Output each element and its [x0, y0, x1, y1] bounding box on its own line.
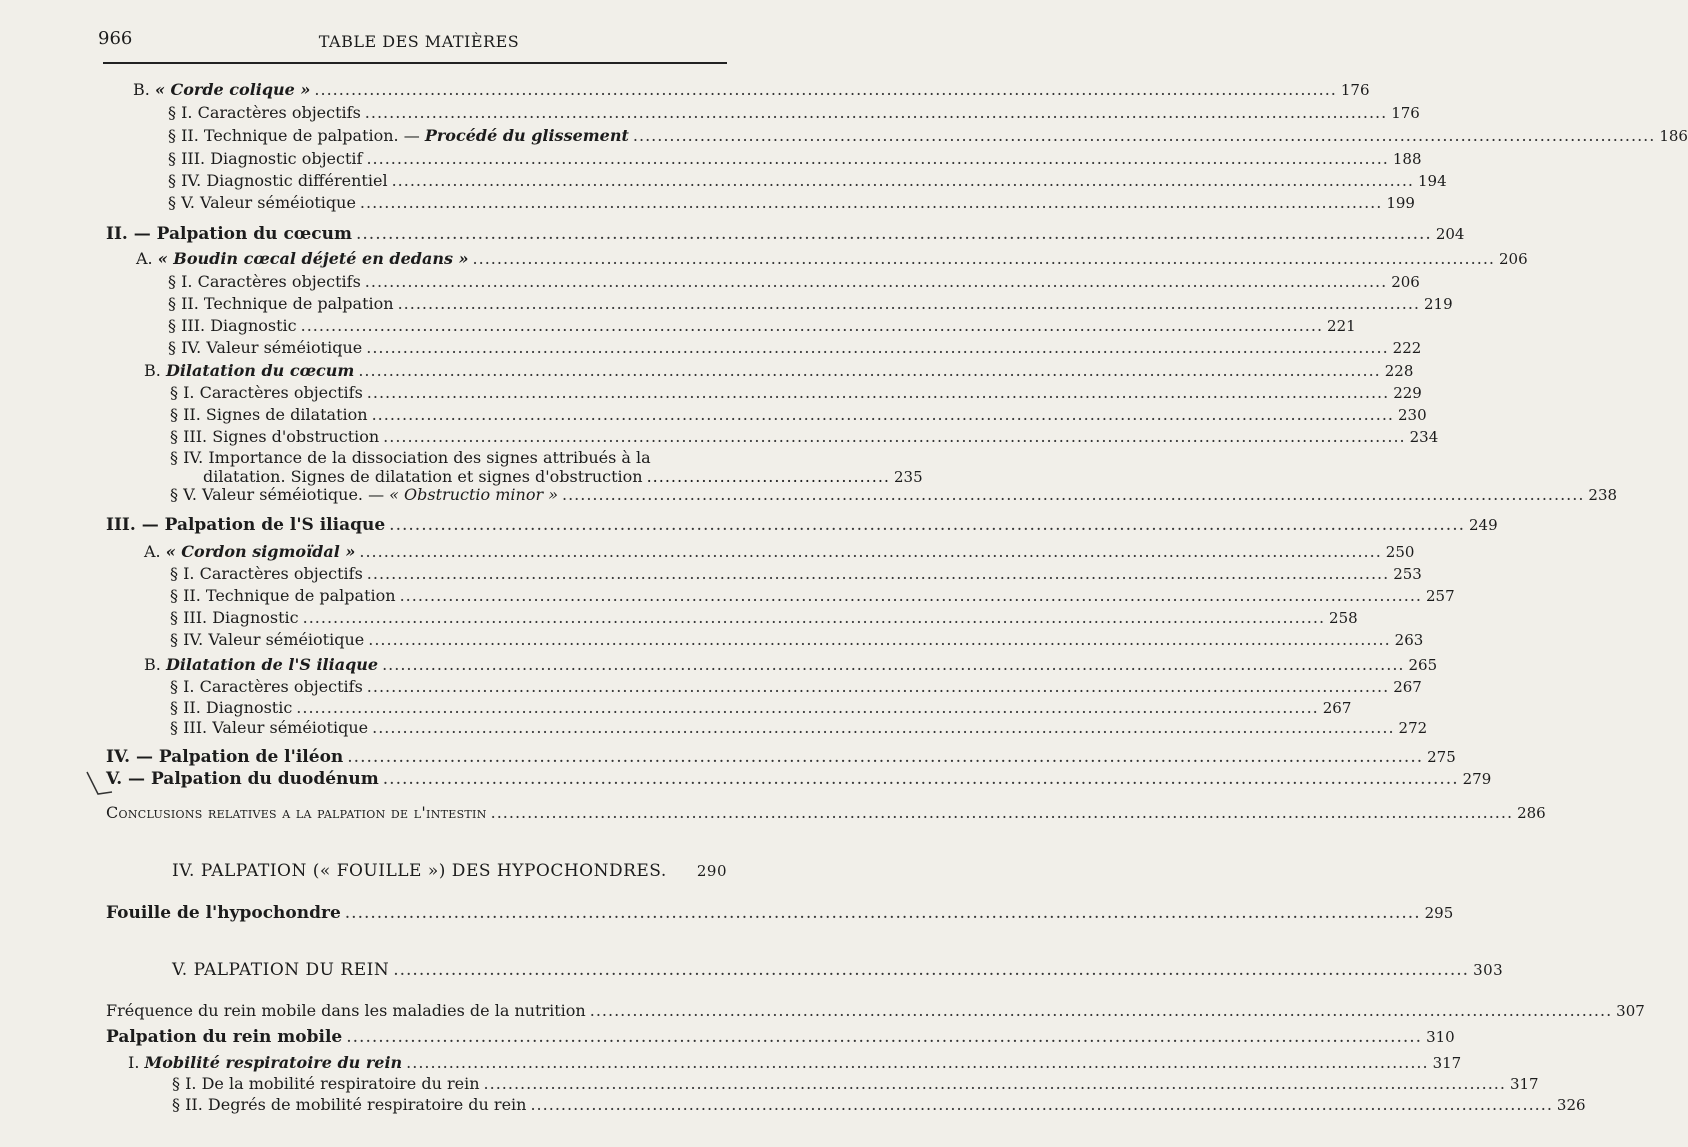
toc-entry: § V. Valeur séméiotique. — « Obstructio minor » ..... 238: [170, 485, 727, 505]
toc-entry-title: IV. Diagnostic différentiel: [181, 171, 388, 190]
toc-entry-title: II. Diagnostic: [183, 698, 293, 717]
toc-entry: § I. De la mobilité respiratoire du rein ..... 317: [172, 1074, 727, 1094]
toc-entry: A. « Boudin cœcal déjeté en dedans » ..... 206: [136, 249, 727, 269]
toc-page-number: 253: [1393, 565, 1422, 583]
toc-entry-title: IV. Valeur séméiotique: [181, 338, 363, 357]
toc-entry-title: II. Technique de palpation. —: [181, 126, 420, 145]
toc-section-title: Palpation du rein mobile: [106, 1027, 343, 1047]
toc-page-number: 326: [1556, 1096, 1586, 1114]
toc-entry: § II. Technique de palpation. — Procédé du glissement ..... 186: [168, 126, 727, 146]
toc-page-number: 257: [1426, 587, 1455, 605]
toc-entry: B. Dilatation du cœcum ..... 228: [144, 361, 727, 381]
toc-page-number: 317: [1432, 1054, 1462, 1072]
toc-section: [106, 747, 1456, 767]
toc-entry: § III. Valeur séméiotique ..... 272: [170, 718, 727, 738]
toc-page-number: 188: [1392, 150, 1422, 168]
toc-page-number: 238: [1588, 486, 1618, 504]
toc-page-number: 267: [1322, 699, 1352, 717]
toc-section: [106, 1027, 1455, 1047]
toc-page-number: 199: [1386, 194, 1415, 212]
toc-entry: § III. Diagnostic ..... 258: [170, 608, 727, 628]
toc-entry: B. « Corde colique » ..... 176: [133, 80, 727, 100]
toc-entry: B. Dilatation de l'S iliaque ..... 265: [144, 655, 727, 675]
toc-page-number: 317: [1509, 1075, 1539, 1093]
toc-entry-title: V. Valeur séméiotique. —: [183, 485, 385, 504]
toc-page-number: 286: [1517, 804, 1546, 822]
toc-entry: A. « Cordon sigmoïdal » ..... 250: [144, 542, 727, 562]
toc-entry-title: I. Caractères objectifs: [181, 103, 361, 122]
toc-entry-title: I. Caractères objectifs: [183, 564, 363, 583]
toc-page-number: 249: [1469, 516, 1498, 534]
toc-entry-title: « Corde colique »: [154, 80, 311, 99]
toc-entry-title: IV. Valeur séméiotique: [183, 630, 365, 649]
toc-entry-title: III. Valeur séméiotique: [183, 718, 369, 737]
toc-page-number: 206: [1498, 250, 1528, 268]
toc-entry-title: « Cordon sigmoïdal »: [165, 542, 356, 561]
toc-page-number: 303: [1473, 961, 1504, 979]
toc-entry-title: V. Valeur séméiotique: [181, 193, 356, 212]
toc-chapter: [172, 861, 727, 881]
toc-entry: [106, 1001, 1645, 1021]
toc-entry-title: I. De la mobilité respiratoire du rein: [185, 1074, 480, 1093]
running-title: TABLE DES MATIÈRES: [318, 32, 520, 51]
page-header: [98, 28, 740, 54]
toc-entry: § II. Signes de dilatation ..... 230: [170, 405, 727, 425]
toc-entry: § IV. Valeur séméiotique ..... 222: [168, 338, 727, 358]
toc-entry-title: II. Technique de palpation: [181, 294, 394, 313]
header-rule: [103, 62, 727, 64]
toc-entry-emphasis: Procédé du glissement: [424, 126, 629, 145]
toc-entry: § V. Valeur séméiotique ..... 199: [168, 193, 727, 213]
toc-page-number: 295: [1424, 904, 1454, 922]
toc-entry: § III. Signes d'obstruction ..... 234: [170, 427, 727, 447]
toc-page-number: 229: [1393, 384, 1422, 402]
toc-entry-title: Mobilité respiratoire du rein: [144, 1053, 403, 1072]
toc-page-number: 307: [1616, 1002, 1645, 1020]
toc-section: [106, 224, 1465, 244]
toc-entry-title: Fréquence du rein mobile dans les maladies de la nutrition: [106, 1001, 586, 1020]
toc-page-number: 279: [1462, 770, 1492, 788]
toc-entry-emphasis: « Obstructio minor »: [389, 485, 558, 504]
toc-page-number: 206: [1391, 273, 1420, 291]
toc-entry-title: III. Diagnostic: [181, 316, 297, 335]
toc-page-number: 235: [894, 468, 923, 486]
toc-page-number: 186: [1659, 127, 1688, 145]
toc-section-title: Conclusions relatives a la palpation de l'intestin: [106, 803, 487, 822]
toc-entry-title: I. Caractères objectifs: [183, 677, 363, 696]
toc-section: [106, 515, 1498, 535]
toc-entry: § I. Caractères objectifs ..... 176: [168, 103, 727, 123]
toc-page-number: 230: [1398, 406, 1427, 424]
toc-section-title: IV. — Palpation de l'iléon: [106, 747, 344, 767]
toc-entry-title: I. Caractères objectifs: [181, 272, 361, 291]
toc-page-number: 250: [1385, 543, 1415, 561]
toc-entry: § III. Diagnostic ..... 221: [168, 316, 727, 336]
toc-entry-title: Dilatation du cœcum: [165, 361, 355, 380]
toc-page-number: 290: [696, 862, 727, 880]
toc-entry-title: III. Signes d'obstruction: [183, 427, 380, 446]
toc-chapter: [172, 960, 1504, 980]
toc-entry: § IV. Diagnostic différentiel ..... 194: [168, 171, 727, 191]
toc-entry: § IV. Valeur séméiotique ..... 263: [170, 630, 727, 650]
toc-chapter-title: IV. PALPATION (« FOUILLE ») DES HYPOCHONDRES.: [172, 861, 667, 881]
toc-entry: § II. Technique de palpation ..... 257: [170, 586, 727, 606]
toc-page-number: 176: [1340, 81, 1370, 99]
toc-page-number: 265: [1408, 656, 1438, 674]
toc-page-number: 222: [1392, 339, 1422, 357]
toc-page-number: 204: [1435, 225, 1465, 243]
toc-entry-title-line1: IV. Importance de la dissociation des signes attribués à la: [183, 448, 651, 467]
toc-page-number: 310: [1426, 1028, 1455, 1046]
toc-entry: § IV. Importance de la dissociation des signes attribués à la dilatation. Signes de dilatation et signes d'obstruction ........................................ 235: [170, 448, 923, 486]
toc-entry-title: III. Diagnostic objectif: [181, 149, 363, 168]
toc-section-title: Fouille de l'hypochondre: [106, 903, 341, 923]
toc-entry: § I. Caractères objectifs ..... 267: [170, 677, 727, 697]
toc-entry-title: III. Diagnostic: [183, 608, 299, 627]
toc-page-number: 275: [1427, 748, 1456, 766]
toc-page-number: 228: [1384, 362, 1414, 380]
toc-conclusions: [106, 803, 1546, 823]
toc-entry: § II. Degrés de mobilité respiratoire du rein ..... 326: [172, 1095, 727, 1115]
toc-entry: § I. Caractères objectifs ..... 253: [170, 564, 727, 584]
toc-page-number: 176: [1391, 104, 1420, 122]
toc-entry-title-line2: dilatation. Signes de dilatation et signes d'obstruction: [203, 467, 643, 486]
toc-section-title: III. — Palpation de l'S iliaque: [106, 515, 386, 535]
toc-section-title: V. — Palpation du duodénum: [106, 769, 379, 789]
toc-entry-title: II. Degrés de mobilité respiratoire du rein: [185, 1095, 527, 1114]
toc-page-number: 272: [1398, 719, 1428, 737]
toc-page-number: 258: [1329, 609, 1358, 627]
toc-page-number: 263: [1394, 631, 1424, 649]
toc-entry: § II. Diagnostic ..... 267: [170, 698, 727, 718]
toc-entry-title: II. Signes de dilatation: [183, 405, 368, 424]
toc-page-number: 267: [1393, 678, 1422, 696]
page-number: 966: [98, 28, 133, 49]
toc-chapter-title: V. PALPATION DU REIN: [172, 960, 390, 980]
toc-page-number: 234: [1409, 428, 1439, 446]
toc-entry-title: « Boudin cœcal déjeté en dedans »: [157, 249, 469, 268]
toc-entry-title: I. Caractères objectifs: [183, 383, 363, 402]
pencil-check-mark: [84, 768, 114, 802]
toc-entry: § II. Technique de palpation ..... 219: [168, 294, 727, 314]
toc-entry-title: Dilatation de l'S iliaque: [165, 655, 379, 674]
toc-section: [106, 903, 1454, 923]
toc-page-number: 219: [1424, 295, 1453, 313]
toc-entry: § I. Caractères objectifs ..... 229: [170, 383, 727, 403]
toc-page-number: 221: [1327, 317, 1356, 335]
toc-entry: I. Mobilité respiratoire du rein ..... 317: [128, 1053, 727, 1073]
toc-section: [106, 769, 1492, 789]
toc-entry: § III. Diagnostic objectif ..... 188: [168, 149, 727, 169]
toc-page-number: 194: [1418, 172, 1447, 190]
toc-entry-title: II. Technique de palpation: [183, 586, 396, 605]
toc-section-title: II. — Palpation du cœcum: [106, 224, 352, 244]
toc-entry: § I. Caractères objectifs ..... 206: [168, 272, 727, 292]
